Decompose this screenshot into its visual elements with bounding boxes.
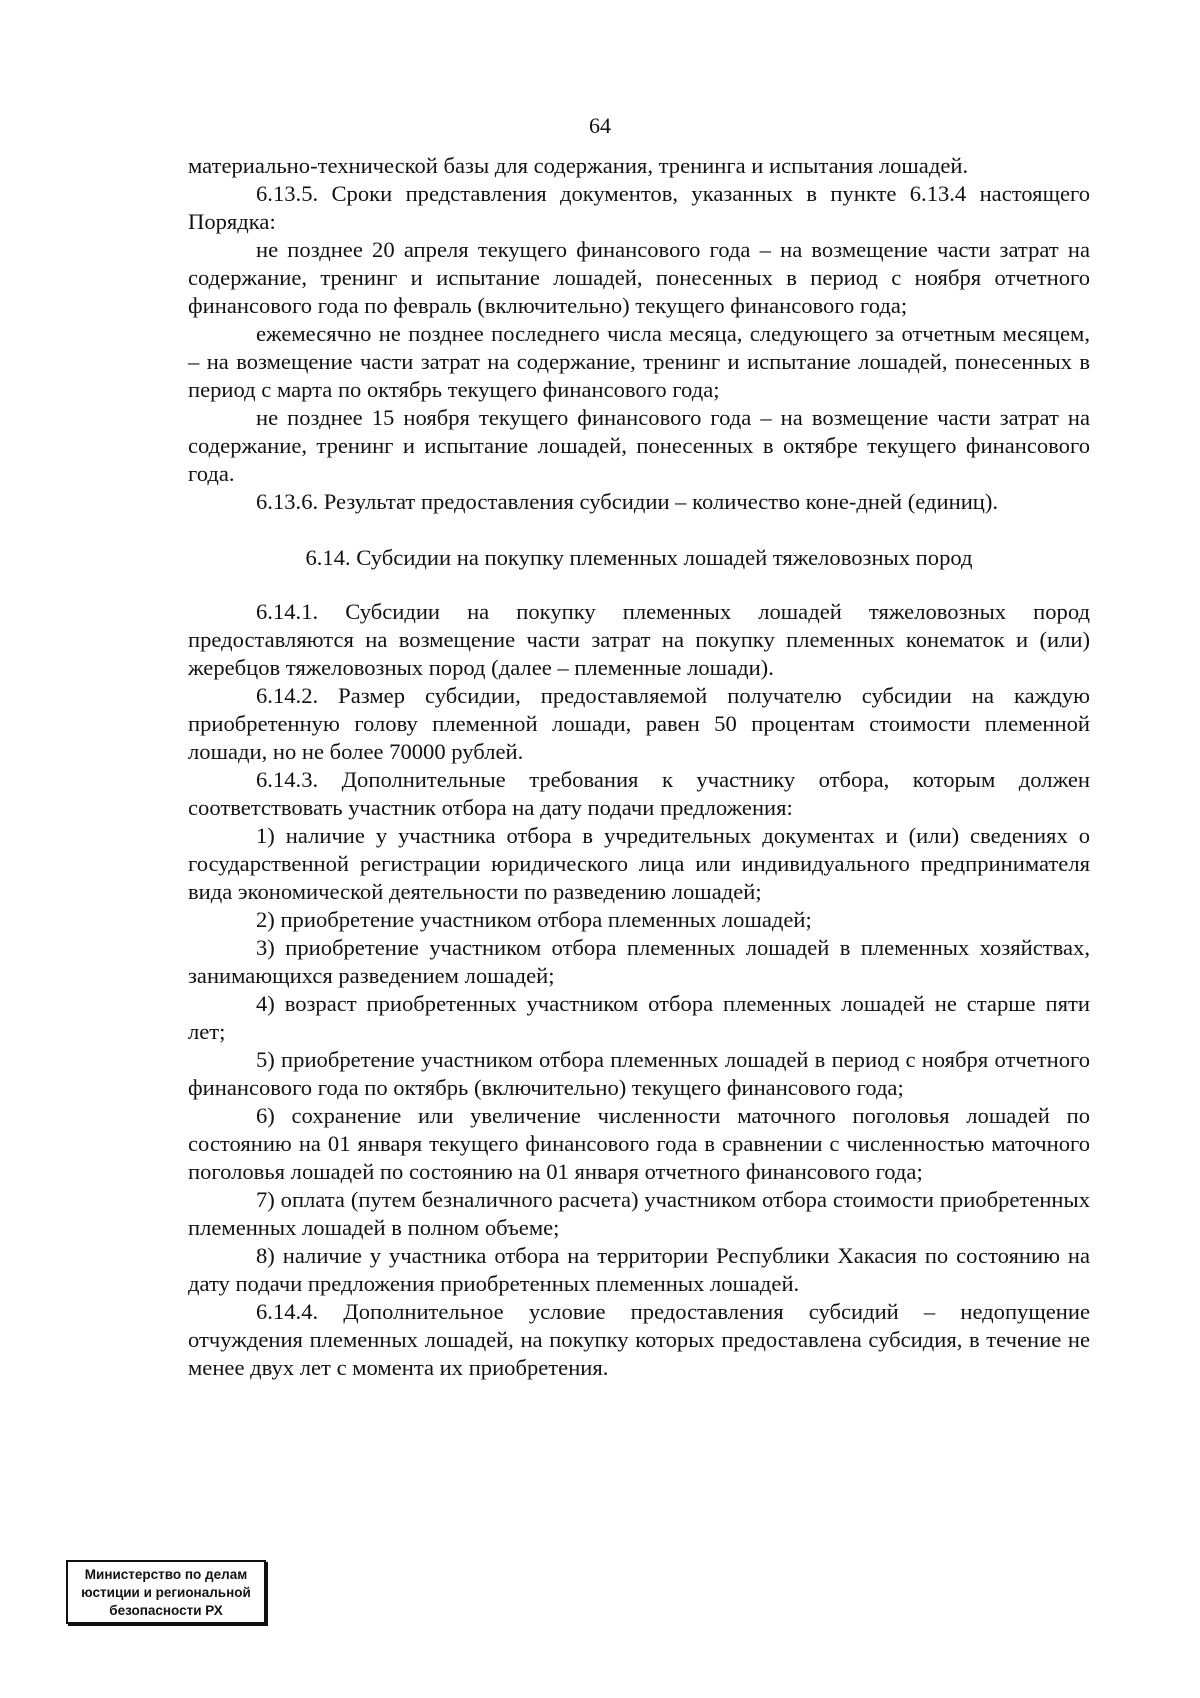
paragraph: не позднее 15 ноября текущего финансового года – на возмещение части затрат на содержание, тренинг и испытание лошадей, понесенных в октябре текущего финансового года.: [188, 405, 1090, 486]
list-item: 1) наличие у участника отбора в учредительных документах и (или) сведениях о государственной регистрации юридического лица или индивидуального предпринимателя вида экономической деятельности по разведению лошадей;: [188, 823, 1090, 904]
paragraph: материально-технической базы для содержания, тренинга и испытания лошадей.: [188, 153, 969, 178]
paragraph: ежемесячно не позднее последнего числа месяца, следующего за отчетным месяцем, – на возмещение части затрат на содержание, тренинг и испытание лошадей, понесенных в период с марта по октябрь текущего финансового года;: [188, 321, 1090, 402]
page-number: 64: [589, 113, 611, 138]
paragraph: 6.13.6. Результат предоставления субсидии – количество коне-дней (единиц).: [256, 489, 999, 514]
list-item: 5) приобретение участником отбора племенных лошадей в период с ноября отчетного финансового года по октябрь (включительно) текущего финансового года;: [188, 1047, 1090, 1100]
paragraph: 6.13.5. Сроки представления документов, указанных в пункте 6.13.4 настоящего Порядка:: [188, 181, 1090, 234]
list-item: 6) сохранение или увеличение численности маточного поголовья лошадей по состоянию на 01 января текущего финансового года в сравнении с численностью маточного поголовья лошадей по состоянию на 01 января отчетного финансового года;: [188, 1103, 1090, 1184]
list-item: 7) оплата (путем безналичного расчета) участником отбора стоимости приобретенных племенных лошадей в полном объеме;: [188, 1187, 1090, 1240]
document-body: [188, 152, 1090, 1382]
list-item: 8) наличие у участника отбора на территории Республики Хакасия по состоянию на дату подачи предложения приобретенных племенных лошадей.: [188, 1243, 1090, 1296]
paragraph: 6.14.1. Субсидии на покупку племенных лошадей тяжеловозных пород предоставляются на возмещение части затрат на покупку племенных конематок и (или) жеребцов тяжеловозных пород (далее – племенные лошади).: [188, 599, 1090, 680]
ministry-stamp: [66, 1560, 266, 1624]
list-item: 3) приобретение участником отбора племенных лошадей в племенных хозяйствах, занимающихся разведением лошадей;: [188, 935, 1090, 988]
paragraph: 6.14.4. Дополнительное условие предоставления субсидий – недопущение отчуждения племенных лошадей, на покупку которых предоставлена субсидия, в течение не менее двух лет с момента их приобретения.: [188, 1299, 1090, 1380]
list-item: 4) возраст приобретенных участником отбора племенных лошадей не старше пяти лет;: [188, 991, 1090, 1044]
stamp-line: безопасности РХ: [109, 1603, 223, 1618]
paragraph: 6.14.3. Дополнительные требования к участнику отбора, которым должен соответствовать участник отбора на дату подачи предложения:: [188, 767, 1090, 820]
stamp-line: юстиции и региональной: [81, 1585, 251, 1600]
list-item: 2) приобретение участником отбора племенных лошадей;: [256, 907, 812, 932]
paragraph: 6.14.2. Размер субсидии, предоставляемой получателю субсидии на каждую приобретенную голову племенной лошади, равен 50 процентам стоимости племенной лошади, но не более 70000 рублей.: [188, 683, 1090, 764]
section-heading: 6.14. Субсидии на покупку племенных лошадей тяжеловозных пород: [305, 545, 973, 570]
stamp-line: Министерство по делам: [84, 1567, 248, 1582]
paragraph: не позднее 20 апреля текущего финансового года – на возмещение части затрат на содержание, тренинг и испытание лошадей, понесенных в период с ноября отчетного финансового года по февраль (включительно) текущего финансового года;: [188, 237, 1090, 318]
